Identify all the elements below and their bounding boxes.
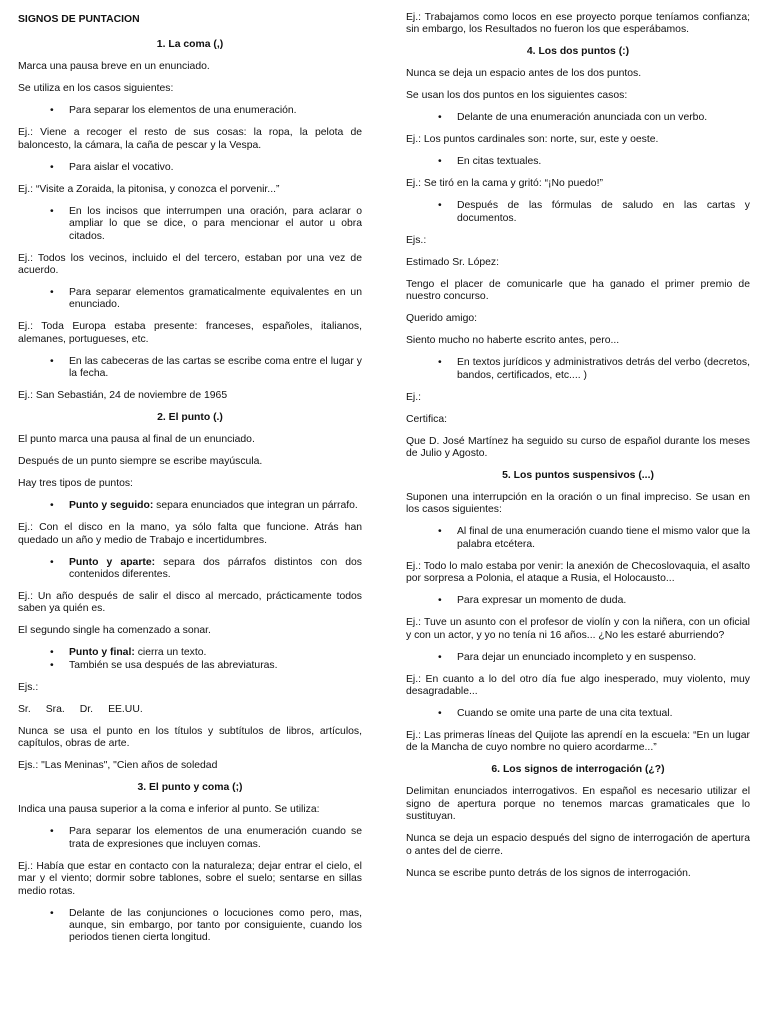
- left-column: [18, 12, 362, 954]
- paragraph: Ej.:: [406, 391, 422, 403]
- bullet-term: Punto y aparte:: [69, 556, 156, 568]
- section-heading-coma: 1. La coma (,): [156, 39, 224, 51]
- right-column: [406, 12, 750, 890]
- bullet-list: [406, 200, 750, 225]
- section-heading-interrogacion: 6. Los signos de interrogación (¿?): [491, 764, 665, 776]
- bullet-item: [18, 500, 362, 512]
- paragraph: Suponen una interrupción en la oración o un final impreciso. Se usan en los casos siguientes:: [406, 492, 750, 516]
- bullet-item: • Para separar los elementos de una enumeración cuando se trata de expresiones que incluyen comas.: [18, 826, 362, 851]
- bullet-list: [406, 595, 750, 607]
- bullet-item: • Para separar los elementos de una enumeración.: [18, 105, 362, 117]
- abbreviation: Dr.: [79, 703, 94, 715]
- bullet-list: [18, 500, 362, 512]
- bullet-text: separa dos párrafos distintos con dos contenidos diferentes.: [69, 556, 362, 581]
- bullet-list: [18, 908, 362, 945]
- example-paragraph: Ej.: Un año después de salir el disco al mercado, prácticamente todos saben ya quién es.: [18, 591, 362, 615]
- bullet-list: [406, 357, 750, 382]
- bullet-list: [18, 287, 362, 312]
- example-paragraph: Ej.: Las primeras líneas del Quijote las aprendí en la escuela: “En un lugar de la Mancha de cuyo nombre no quiero acordarme...”: [406, 730, 750, 754]
- paragraph: Indica una pausa superior a la coma e inferior al punto. Se utiliza:: [18, 804, 320, 816]
- example-paragraph: Ej.: Se tiró en la cama y gritó: “¡No puedo!”: [406, 178, 603, 190]
- bullet-list: [18, 826, 362, 851]
- bullet-item: [18, 647, 362, 659]
- example-paragraph: Ej.: Todos los vecinos, incluido el del tercero, estaban por una vez de acuerdo.: [18, 252, 362, 277]
- paragraph: Nunca se usa el punto en los títulos y subtítulos de libros, artículos, capítulos, obras de arte.: [18, 725, 362, 750]
- example-paragraph: Ej.: San Sebastián, 24 de noviembre de 1965: [18, 390, 228, 402]
- bullet-item: • En las cabeceras de las cartas se escribe coma entre el lugar y la fecha.: [18, 356, 362, 381]
- bullet-list: [406, 708, 750, 720]
- paragraph: Después de un punto siempre se escribe mayúscula.: [18, 456, 263, 468]
- bullet-item: • También se usa después de las abreviaturas.: [18, 660, 362, 672]
- bullet-item: • Después de las fórmulas de saludo en las cartas y documentos.: [406, 200, 750, 225]
- bullet-list: [18, 105, 362, 117]
- bullet-item: • Para expresar un momento de duda.: [406, 595, 750, 607]
- abbreviation-examples: [18, 704, 362, 716]
- bullet-item: • En textos jurídicos y administrativos detrás del verbo (decretos, bandos, certificados, etc.... ): [406, 357, 750, 382]
- section-heading-punto-y-coma: 3. El punto y coma (;): [137, 782, 243, 794]
- paragraph: Se usan los dos puntos en los siguientes casos:: [406, 90, 628, 102]
- example-paragraph: Ej.: En cuanto a lo del otro día fue algo inesperado, muy violento, muy desagradable...: [406, 673, 750, 698]
- section-heading-punto: 2. El punto (.): [157, 412, 223, 424]
- paragraph: El punto marca una pausa al final de un enunciado.: [18, 434, 255, 446]
- paragraph: Hay tres tipos de puntos:: [18, 478, 133, 490]
- bullet-list: [406, 156, 750, 168]
- bullet-list: [18, 356, 362, 381]
- bullet-text: cierra un texto.: [134, 647, 207, 659]
- bullet-list: [18, 206, 362, 243]
- paragraph: Estimado Sr. López:: [406, 256, 499, 268]
- example-paragraph: Ej.: Tuve un asunto con el profesor de violín y con la niñera, con un oficial y con un actor, y yo no tenía ni 16 años... ¿No les estaré aburriendo?: [406, 617, 750, 641]
- bullet-term: Punto y final:: [69, 647, 135, 659]
- paragraph: Siento mucho no haberte escrito antes, pero...: [406, 335, 620, 347]
- paragraph: Delimitan enunciados interrogativos. En español es necesario utilizar el signo de apertura porque no tenemos marcas gramaticales que lo sustituyan.: [406, 786, 750, 823]
- bullet-list: [18, 647, 362, 672]
- paragraph: Nunca se deja un espacio después del signo de interrogación de apertura o antes del de cierre.: [406, 833, 750, 857]
- example-paragraph: Ej.: Todo lo malo estaba por venir: la anexión de Checoslovaquia, el asalto por sorpresa a Polonia, el ataque a Rusia, el Holocausto...: [406, 560, 750, 585]
- example-paragraph: Ejs.: "Las Meninas", "Cien años de soledad: [18, 760, 218, 772]
- bullet-list: [406, 112, 750, 124]
- document-title: SIGNOS DE PUNTACION: [18, 14, 140, 25]
- bullet-list: [18, 557, 362, 582]
- example-paragraph: Ej.: Con el disco en la mano, ya sólo falta que funcione. Atrás han quedado un año y medio de Trabajo e incertidumbres.: [18, 522, 362, 546]
- bullet-list: [18, 162, 362, 174]
- abbreviation: Sra.: [45, 703, 65, 715]
- example-paragraph: Ej.: Trabajamos como locos en ese proyecto porque teníamos confianza; sin embargo, los Resultados no fueron los que esperábamos.: [406, 12, 750, 36]
- bullet-item: • Para aislar el vocativo.: [18, 162, 362, 174]
- paragraph: Nunca se escribe punto detrás de los signos de interrogación.: [406, 867, 691, 879]
- bullet-item: • En citas textuales.: [406, 156, 750, 168]
- bullet-item: [18, 557, 362, 582]
- bullet-item: • Para dejar un enunciado incompleto y en suspenso.: [406, 652, 750, 664]
- bullet-term: Punto y seguido:: [69, 500, 154, 512]
- example-paragraph: Ej.: Había que estar en contacto con la naturaleza; dejar entrar el cielo, el mar y el viento; dormir sobre tablones, sobre el suelo; sentarse en sillas medio rotas.: [18, 860, 362, 897]
- abbreviation: Sr.: [18, 703, 31, 715]
- bullet-list: [406, 652, 750, 664]
- paragraph: Querido amigo:: [406, 313, 478, 325]
- example-paragraph: Ej.: Los puntos cardinales son: norte, sur, este y oeste.: [406, 134, 659, 146]
- paragraph: El segundo single ha comenzado a sonar.: [18, 625, 211, 637]
- bullet-item: • Delante de las conjunciones o locuciones como pero, mas, aunque, sin embargo, por tanto por consiguiente, cuando los periodos tienen cierta longitud.: [18, 908, 362, 945]
- paragraph: Nunca se deja un espacio antes de los dos puntos.: [406, 68, 642, 80]
- paragraph: Tengo el placer de comunicarle que ha ganado el primer premio de nuestro concurso.: [406, 278, 750, 303]
- example-paragraph: Ej.: Toda Europa estaba presente: franceses, españoles, italianos, alemanes, portugueses, etc.: [18, 321, 362, 345]
- section-heading-puntos-suspensivos: 5. Los puntos suspensivos (...): [502, 470, 654, 482]
- bullet-list: [406, 526, 750, 551]
- bullet-text: separa enunciados que integran un párrafo.: [153, 500, 358, 512]
- section-heading-dos-puntos: 4. Los dos puntos (:): [526, 46, 630, 58]
- bullet-item: • Al final de una enumeración cuando tiene el mismo valor que la palabra etcétera.: [406, 526, 750, 551]
- abbreviation: EE.UU.: [108, 703, 143, 715]
- paragraph: Marca una pausa breve en un enunciado.: [18, 61, 210, 73]
- paragraph: Ejs.:: [406, 234, 427, 246]
- paragraph: Que D. José Martínez ha seguido su curso de español durante los meses de Julio y Agosto.: [406, 435, 750, 460]
- bullet-item: • En los incisos que interrumpen una oración, para aclarar o ampliar lo que se dice, o para mencionar el autor u obra citados.: [18, 206, 362, 243]
- bullet-item: • Cuando se omite una parte de una cita textual.: [406, 708, 750, 720]
- paragraph: Ejs.:: [18, 681, 39, 693]
- paragraph: Se utiliza en los casos siguientes:: [18, 83, 174, 95]
- example-paragraph: Ej.: Viene a recoger el resto de sus cosas: la ropa, la pelota de baloncesto, la cámara, la caña de pescar y la Vespa.: [18, 127, 362, 151]
- paragraph: Certifica:: [406, 413, 447, 425]
- bullet-item: • Delante de una enumeración anunciada con un verbo.: [406, 112, 750, 124]
- example-paragraph: Ej.: “Visite a Zoraida, la pitonisa, y conozca el porvenir...”: [18, 183, 280, 195]
- bullet-item: • Para separar elementos gramaticalmente equivalentes en un enunciado.: [18, 287, 362, 312]
